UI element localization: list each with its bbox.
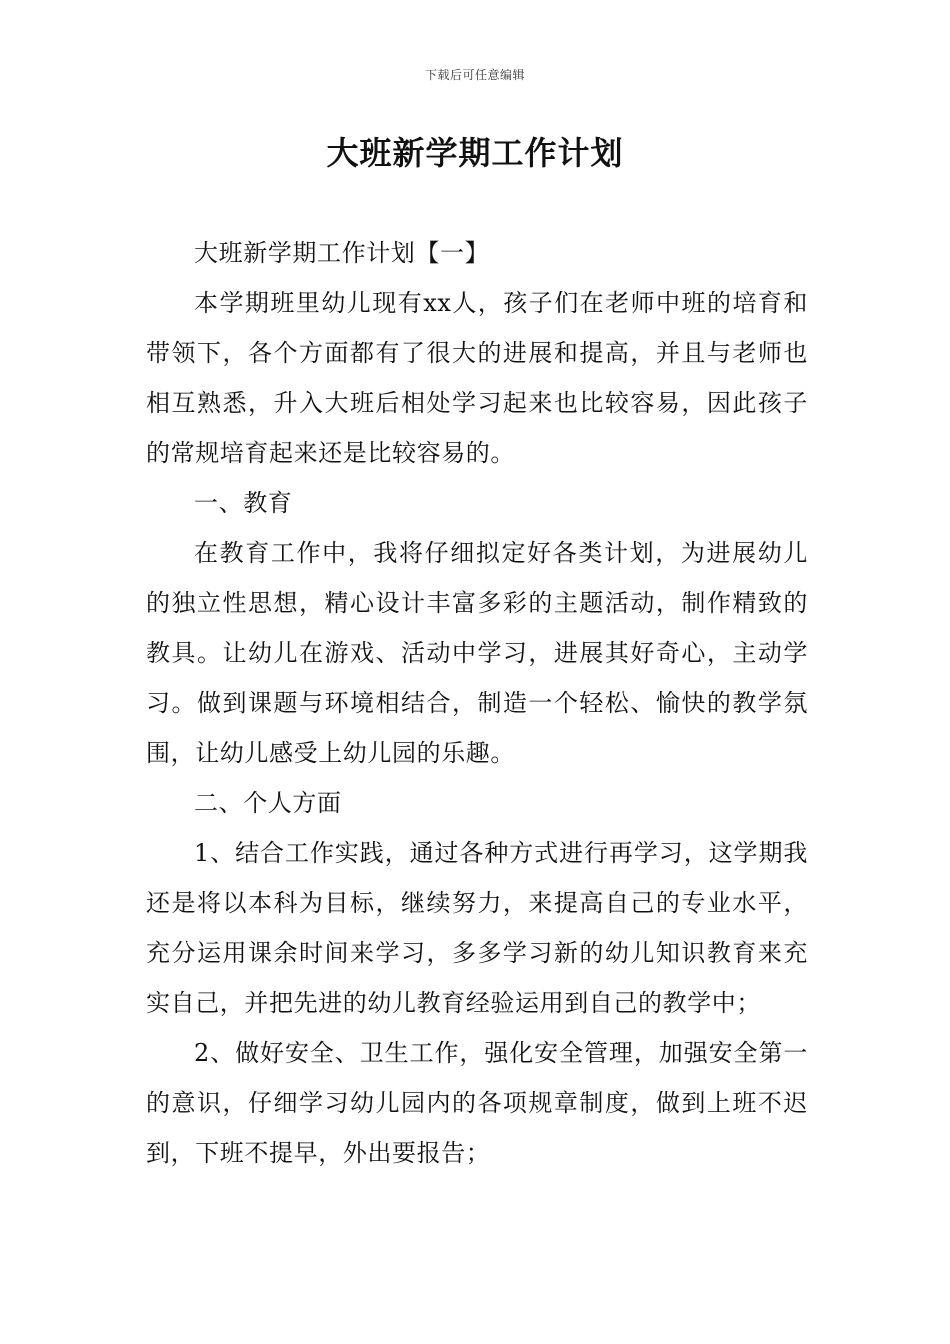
section-heading-personal: 二、个人方面 <box>194 789 342 817</box>
document-body <box>146 228 808 1178</box>
section-heading-education: 一、教育 <box>194 489 293 517</box>
paragraph-personal-1: 1、结合工作实践，通过各种方式进行再学习，这学期我还是将以本科为目标，继续努力，来提高自己的专业水平，充分运用课余时间来学习，多多学习新的幼儿知识教育来充实自己，并把先进的幼儿教育经验运用到自己的教学中； <box>146 839 808 1017</box>
section-heading-plan-one: 大班新学期工作计划【一】 <box>194 239 490 267</box>
paragraph-intro: 本学期班里幼儿现有xx人，孩子们在老师中班的培育和带领下，各个方面都有了很大的进展和提高，并且与老师也相互熟悉，升入大班后相处学习起来也比较容易，因此孩子的常规培育起来还是比较容易的。 <box>146 289 808 467</box>
paragraph-personal-2: 2、做好安全、卫生工作，强化安全管理，加强安全第一的意识，仔细学习幼儿园内的各项规章制度，做到上班不迟到，下班不提早，外出要报告； <box>146 1039 808 1167</box>
header-note: 下载后可任意编辑 <box>424 68 525 82</box>
paragraph-education: 在教育工作中，我将仔细拟定好各类计划，为进展幼儿的独立性思想，精心设计丰富多彩的主题活动，制作精致的教具。让幼儿在游戏、活动中学习，进展其好奇心，主动学习。做到课题与环境相结合，制造一个轻松、愉快的教学氛围，让幼儿感受上幼儿园的乐趣。 <box>146 539 808 767</box>
document-title: 大班新学期工作计划 <box>326 134 624 172</box>
